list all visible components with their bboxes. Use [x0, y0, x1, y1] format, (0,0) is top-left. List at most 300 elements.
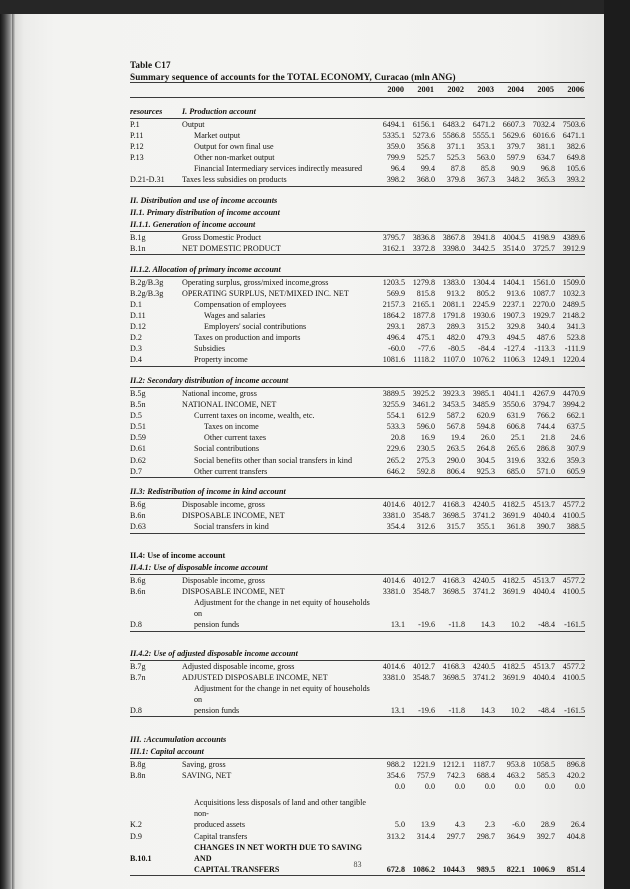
row-value-2003: 2245.9	[472, 299, 495, 309]
section-preheading-label: II.4: Use of income account	[130, 551, 226, 561]
table-row	[130, 243, 585, 255]
row-value-2002: 3923.3	[442, 389, 465, 398]
row-value-2002: 742.3	[446, 771, 465, 781]
section-gap-1	[130, 186, 585, 195]
row-value-2005: 4040.4	[532, 587, 555, 597]
section-preheading-row	[130, 195, 585, 207]
row-value-2002: 3698.5	[442, 587, 465, 597]
table-row	[130, 421, 585, 432]
row-code: B.6n	[130, 511, 146, 521]
row-value-2005	[525, 797, 555, 819]
row-value-2001: 3548.7	[412, 673, 435, 683]
row-value-2000: 533.3	[386, 422, 405, 432]
table-row	[130, 432, 585, 443]
row-code: B.1g	[130, 233, 146, 243]
row-value-2003	[465, 797, 495, 819]
row-value-2000: 5335.1	[382, 131, 405, 141]
spacer-cell	[130, 533, 585, 550]
row-value-2005: 1006.9	[525, 864, 555, 876]
row-value-2000: 3162.1	[375, 243, 405, 255]
row-value-2005: 4267.9	[532, 389, 555, 398]
row-label: Market output	[194, 131, 241, 141]
column-header-year-2002: 2002	[435, 82, 465, 97]
row-value-2004: 3691.9	[502, 673, 525, 683]
row-value-2002: 87.8	[450, 164, 465, 174]
year-header-spacer	[130, 82, 375, 97]
row-label: Social transfers in kind	[182, 521, 375, 533]
row-value-2003: 1930.6	[472, 311, 495, 321]
row-value-2003: 1076.2	[465, 354, 495, 366]
row-value-2003: 14.3	[465, 705, 495, 717]
row-value-2000: 6494.1	[382, 120, 405, 129]
row-label: Disposable income, gross	[182, 500, 265, 510]
row-value-2006: 0.0	[574, 782, 585, 792]
row-value-2000: 569.9	[386, 288, 405, 298]
section-gap-6	[130, 631, 585, 648]
page-title: Summary sequence of accounts for the TOTAL ECONOMY, Curacao (mln ANG)	[130, 71, 456, 82]
row-value-2005: 634.7	[536, 153, 555, 163]
row-code: B.10.1	[130, 853, 152, 863]
row-value-2003: 3741.2	[472, 511, 495, 521]
section-heading-row	[130, 264, 585, 277]
row-value-2005: 390.7	[525, 521, 555, 533]
row-value-2003: 26.0	[480, 433, 495, 443]
row-value-2000: 398.2	[375, 174, 405, 186]
row-label	[182, 781, 375, 792]
table-row	[130, 831, 585, 842]
row-label: Adjustment for the change in net equity of households on	[194, 598, 370, 619]
section-heading-row	[130, 219, 585, 232]
row-value-2001: -77.6	[418, 344, 435, 354]
row-value-2000: 3795.7	[382, 233, 405, 243]
table-row	[130, 619, 585, 631]
row-code	[130, 163, 182, 174]
row-value-2000: 359.0	[386, 142, 405, 152]
row-value-2006: 359.3	[566, 455, 585, 465]
row-value-2006: 4100.5	[562, 511, 585, 521]
row-value-2003: 355.1	[465, 521, 495, 533]
row-value-2004: 329.8	[506, 322, 525, 332]
section-preheading-row	[130, 734, 585, 746]
row-value-2002: 6483.2	[442, 120, 465, 129]
table-row	[130, 705, 585, 717]
row-value-2005: 4040.4	[532, 511, 555, 521]
row-value-2001	[405, 797, 435, 819]
row-value-2006: -111.9	[564, 344, 585, 354]
row-value-2001: 1118.2	[405, 354, 435, 366]
row-code: D.59	[130, 433, 146, 443]
section-heading-row	[130, 486, 585, 499]
table-row	[130, 410, 585, 421]
row-code: B.2g/B.3g	[130, 288, 164, 298]
section-heading-label: II.4.1: Use of disposable income account	[130, 562, 585, 575]
year-header-row	[130, 82, 585, 97]
section-preheading-row	[130, 550, 585, 562]
row-code: D.61	[130, 444, 146, 454]
row-value-2002: 5586.8	[442, 131, 465, 141]
row-label: NATIONAL INCOME, NET	[182, 400, 277, 410]
row-value-2006: 605.9	[555, 466, 585, 478]
row-value-2005: 1087.7	[532, 288, 555, 298]
row-value-2005: 1929.7	[532, 311, 555, 321]
row-value-2003: 3741.2	[472, 587, 495, 597]
row-label: Other current transfers	[182, 466, 375, 478]
row-value-2001	[405, 683, 435, 705]
row-value-2001: 356.8	[416, 142, 435, 152]
row-value-2005: 4040.4	[532, 673, 555, 683]
row-code: B.7n	[130, 673, 146, 683]
row-value-2003: 563.0	[476, 153, 495, 163]
row-value-2001: 6156.1	[412, 120, 435, 129]
row-value-2000: 313.2	[386, 831, 405, 841]
row-value-2004: 1106.3	[495, 354, 525, 366]
row-value-2005: 744.4	[536, 422, 555, 432]
row-label: Gross Domestic Product	[182, 233, 262, 243]
table-title-block	[130, 60, 585, 82]
row-code: B.2g/B.3g	[130, 277, 164, 287]
row-value-2006: 26.4	[570, 820, 585, 830]
row-label: Other non-market output	[194, 153, 275, 163]
row-code: D.8	[130, 619, 182, 631]
table-row	[130, 781, 585, 792]
row-value-2002: -11.8	[435, 705, 465, 717]
row-value-2004: 463.2	[506, 771, 525, 781]
row-value-2003: 620.9	[476, 411, 495, 421]
row-value-2006: 6471.1	[562, 131, 585, 141]
row-value-2005: 7032.4	[532, 120, 555, 129]
row-label: pension funds	[182, 619, 375, 631]
row-value-2002: 525.3	[446, 153, 465, 163]
row-value-2005: 1249.1	[525, 354, 555, 366]
row-value-2004: 3514.0	[495, 243, 525, 255]
row-value-2001: 4012.7	[412, 500, 435, 510]
row-value-2002: 1044.3	[435, 864, 465, 876]
row-value-2001: 3925.2	[412, 389, 435, 398]
table-row	[130, 321, 585, 332]
row-value-2002: 1791.8	[442, 311, 465, 321]
row-value-2000	[375, 797, 405, 819]
row-value-2005: 2270.0	[532, 299, 555, 309]
row-value-2002: 3698.5	[442, 511, 465, 521]
row-value-2006: 4470.9	[562, 389, 585, 398]
row-code: B.5n	[130, 400, 146, 410]
row-value-2004: 364.9	[506, 831, 525, 841]
row-value-2004: 494.5	[506, 333, 525, 343]
row-value-2000: 4014.6	[382, 662, 405, 671]
row-value-2000: 1081.6	[375, 354, 405, 366]
row-value-2004	[495, 683, 525, 705]
row-value-2003: 4240.5	[472, 500, 495, 510]
row-value-2005: 585.3	[536, 771, 555, 781]
row-value-2004: 3691.9	[502, 511, 525, 521]
row-code: D.3	[130, 344, 142, 354]
row-value-2003: 1304.4	[472, 277, 495, 287]
row-value-2003: 6471.2	[472, 120, 495, 129]
row-value-2002: 19.4	[450, 433, 465, 443]
row-value-2004: 265.6	[506, 444, 525, 454]
row-value-2004: -6.0	[512, 820, 525, 830]
row-value-2001: 99.4	[420, 164, 435, 174]
row-code: D.51	[130, 422, 146, 432]
row-code: D.62	[130, 455, 146, 465]
row-value-2004: 2237.1	[502, 299, 525, 309]
row-value-2001: 596.0	[416, 422, 435, 432]
table-row	[130, 455, 585, 466]
row-label: produced assets	[194, 820, 246, 830]
table-row	[130, 443, 585, 454]
row-label: pension funds	[182, 705, 375, 717]
row-label: Operating surplus, gross/mixed income,gross	[182, 277, 329, 287]
row-value-2003: 3741.2	[472, 673, 495, 683]
row-value-2002: 4168.3	[442, 500, 465, 510]
row-value-2004: -127.4	[504, 344, 525, 354]
row-value-2005: 365.3	[525, 174, 555, 186]
section-gap-4	[130, 477, 585, 486]
row-value-2004: 0.0	[514, 782, 525, 792]
spacer-cell	[130, 717, 585, 734]
row-value-2002: 0.0	[454, 782, 465, 792]
row-value-2005: 96.8	[540, 164, 555, 174]
resources-label: resources	[130, 106, 182, 119]
row-value-2000	[375, 683, 405, 705]
row-value-2004: 822.1	[495, 864, 525, 876]
section-preheading-label: II. Distribution and use of income accounts	[130, 196, 278, 206]
table-row	[130, 152, 585, 163]
column-header-year-2006: 2006	[555, 82, 585, 97]
row-value-2006: 4100.5	[562, 673, 585, 683]
section-heading-row	[130, 648, 585, 661]
row-value-2001: -19.6	[405, 619, 435, 631]
row-value-2000: 0.0	[394, 782, 405, 792]
row-value-2000: 2157.3	[382, 299, 405, 309]
row-value-2003: 298.7	[476, 831, 495, 841]
row-value-2001	[405, 597, 435, 619]
row-value-2006: 1509.0	[562, 277, 585, 287]
row-label: Current taxes on income, wealth, etc.	[194, 411, 315, 421]
row-value-2006: 404.8	[566, 831, 585, 841]
row-value-2004: 913.6	[506, 288, 525, 298]
row-value-2001: 13.9	[420, 820, 435, 830]
row-value-2001: 368.0	[405, 174, 435, 186]
row-label: SAVING, NET	[182, 771, 232, 781]
section-heading-label: II.1.1. Generation of income account	[130, 219, 585, 232]
table-row	[130, 683, 585, 705]
row-value-2004: 10.2	[495, 619, 525, 631]
row-value-2006: 393.2	[555, 174, 585, 186]
row-label: Output	[182, 120, 205, 129]
row-value-2001: 314.4	[416, 831, 435, 841]
row-value-2003	[465, 597, 495, 619]
row-value-2002: 4168.3	[442, 576, 465, 586]
row-label: CHANGES IN NET WORTH DUE TO SAVING AND	[194, 842, 363, 863]
row-value-2006: 4577.2	[562, 576, 585, 586]
table-row	[130, 466, 585, 478]
row-value-2002: 289.3	[446, 322, 465, 332]
row-value-2004: 3691.9	[502, 587, 525, 597]
column-header-year-2005: 2005	[525, 82, 555, 97]
row-value-2006: 341.3	[566, 322, 585, 332]
row-value-2001: 312.6	[405, 521, 435, 533]
row-value-2002: 297.7	[446, 831, 465, 841]
section-heading-label: II.2: Secondary distribution of income account	[130, 375, 585, 388]
spacer-cell	[130, 631, 585, 648]
row-value-2002: 290.0	[446, 455, 465, 465]
row-label: CAPITAL TRANSFERS	[182, 864, 375, 876]
section-heading-label: II.3: Redistribution of income in kind account	[130, 486, 585, 499]
row-value-2006: 4100.5	[562, 587, 585, 597]
row-code	[130, 781, 182, 792]
table-row	[130, 388, 585, 400]
section-gap-5	[130, 533, 585, 550]
book-gutter-shadow	[0, 14, 12, 889]
row-value-2001: 815.8	[416, 288, 435, 298]
row-value-2001: 1877.8	[412, 311, 435, 321]
row-value-2002: 806.4	[435, 466, 465, 478]
table-row	[130, 310, 585, 321]
row-value-2004: 4041.1	[502, 389, 525, 398]
row-label: Acquisitions less disposals of land and other tangible non-	[194, 798, 366, 819]
row-label: OPERATING SURPLUS, NET/MIXED INC. NET	[182, 288, 349, 298]
row-value-2001: 612.9	[416, 411, 435, 421]
row-value-2003: 315.2	[476, 322, 495, 332]
row-value-2004: 1907.3	[502, 311, 525, 321]
row-value-2005: 1561.0	[532, 277, 555, 287]
row-value-2006: 388.5	[555, 521, 585, 533]
row-value-2005: 332.6	[536, 455, 555, 465]
row-value-2004	[495, 597, 525, 619]
row-value-2004: 953.8	[506, 759, 525, 769]
row-code: D.8	[130, 705, 182, 717]
row-value-2000: 3381.0	[382, 673, 405, 683]
row-value-2004: 685.0	[495, 466, 525, 478]
row-value-2001: -19.6	[405, 705, 435, 717]
row-value-2006: 896.8	[566, 759, 585, 769]
row-value-2003	[465, 683, 495, 705]
row-value-2005: 4198.9	[532, 233, 555, 243]
row-value-2002: 1383.0	[442, 277, 465, 287]
row-code: B.7g	[130, 662, 146, 671]
row-value-2000	[375, 597, 405, 619]
table-row	[130, 163, 585, 174]
row-value-2003: 989.5	[465, 864, 495, 876]
section-heading-label: II.4.2: Use of adjusted disposable income account	[130, 648, 585, 661]
row-value-2005: 381.1	[536, 142, 555, 152]
row-value-2001: 525.7	[416, 153, 435, 163]
table-row	[130, 758, 585, 770]
table-row	[130, 672, 585, 683]
row-code: D.4	[130, 354, 182, 366]
row-label: DISPOSABLE INCOME, NET	[182, 587, 285, 597]
row-value-2005: 28.9	[540, 820, 555, 830]
row-value-2005: 4513.7	[532, 500, 555, 510]
row-value-2002: 567.8	[446, 422, 465, 432]
row-value-2006: 851.4	[555, 864, 585, 876]
row-value-2005: 1058.5	[532, 759, 555, 769]
row-value-2006: 105.6	[566, 164, 585, 174]
row-value-2006: 2489.5	[562, 299, 585, 309]
row-value-2001: 5273.6	[412, 131, 435, 141]
row-value-2005: 4513.7	[532, 662, 555, 671]
row-value-2005: 392.7	[536, 831, 555, 841]
section-heading-label: I. Production account	[182, 106, 585, 119]
row-value-2004: 6607.3	[502, 120, 525, 129]
row-value-2001: 4012.7	[412, 662, 435, 671]
table-row	[130, 174, 585, 186]
section-heading-row	[130, 562, 585, 575]
row-value-2006	[555, 683, 585, 705]
row-label: Property income	[182, 354, 375, 366]
row-value-2003: 3442.5	[465, 243, 495, 255]
row-code: B.1n	[130, 243, 182, 255]
row-code: D.9	[130, 831, 142, 841]
spacer-cell	[130, 255, 585, 264]
row-value-2004: 10.2	[495, 705, 525, 717]
row-value-2003: -84.4	[478, 344, 495, 354]
section-gap-2	[130, 255, 585, 264]
section-heading-label: II.1.2. Allocation of primary income account	[130, 264, 585, 277]
row-value-2005: 571.0	[525, 466, 555, 478]
row-value-2000: 496.4	[386, 333, 405, 343]
row-value-2005: 340.4	[536, 322, 555, 332]
table-row	[130, 232, 585, 244]
row-value-2002	[435, 797, 465, 819]
row-value-2000: 13.1	[375, 705, 405, 717]
row-value-2004: 319.6	[506, 455, 525, 465]
column-header-year-2000: 2000	[375, 82, 405, 97]
table-row	[130, 299, 585, 310]
row-value-2003: 805.2	[476, 288, 495, 298]
row-value-2002: -80.5	[448, 344, 465, 354]
row-value-2002: -11.8	[435, 619, 465, 631]
row-value-2006: 24.6	[570, 433, 585, 443]
header-gap	[130, 97, 585, 106]
row-label: Output for own final use	[194, 142, 274, 152]
row-value-2004: 4004.5	[502, 233, 525, 243]
row-value-2002: 263.5	[446, 444, 465, 454]
row-value-2002: 4.3	[454, 820, 465, 830]
row-value-2000: 354.4	[375, 521, 405, 533]
row-value-2000: 13.1	[375, 619, 405, 631]
row-value-2003: 3985.1	[472, 389, 495, 398]
row-value-2006: 662.1	[566, 411, 585, 421]
row-code: B.8n	[130, 771, 146, 781]
table-row	[130, 597, 585, 619]
row-value-2006: 637.5	[566, 422, 585, 432]
row-code: P.11	[130, 131, 144, 141]
row-value-2005: 0.0	[544, 782, 555, 792]
row-value-2003: 264.8	[476, 444, 495, 454]
row-value-2002: 913.2	[446, 288, 465, 298]
row-value-2006: -161.5	[555, 619, 585, 631]
row-value-2001: 757.9	[416, 771, 435, 781]
row-value-2004: 3550.6	[502, 400, 525, 410]
row-value-2005: 6016.6	[532, 131, 555, 141]
row-code	[130, 797, 182, 819]
table-row	[130, 586, 585, 597]
scan-top-band	[0, 0, 630, 14]
row-value-2004: 1404.1	[502, 277, 525, 287]
spacer-cell	[130, 366, 585, 375]
row-label: Employers' social contributions	[204, 322, 307, 332]
row-value-2003: 3485.9	[472, 400, 495, 410]
row-label: Compensation of employees	[194, 299, 287, 309]
row-value-2000: 646.2	[375, 466, 405, 478]
spacer-cell	[130, 186, 585, 195]
row-code: D.7	[130, 466, 182, 478]
row-value-2001: 1086.2	[405, 864, 435, 876]
row-value-2000: -60.0	[388, 344, 405, 354]
table-row	[130, 141, 585, 152]
